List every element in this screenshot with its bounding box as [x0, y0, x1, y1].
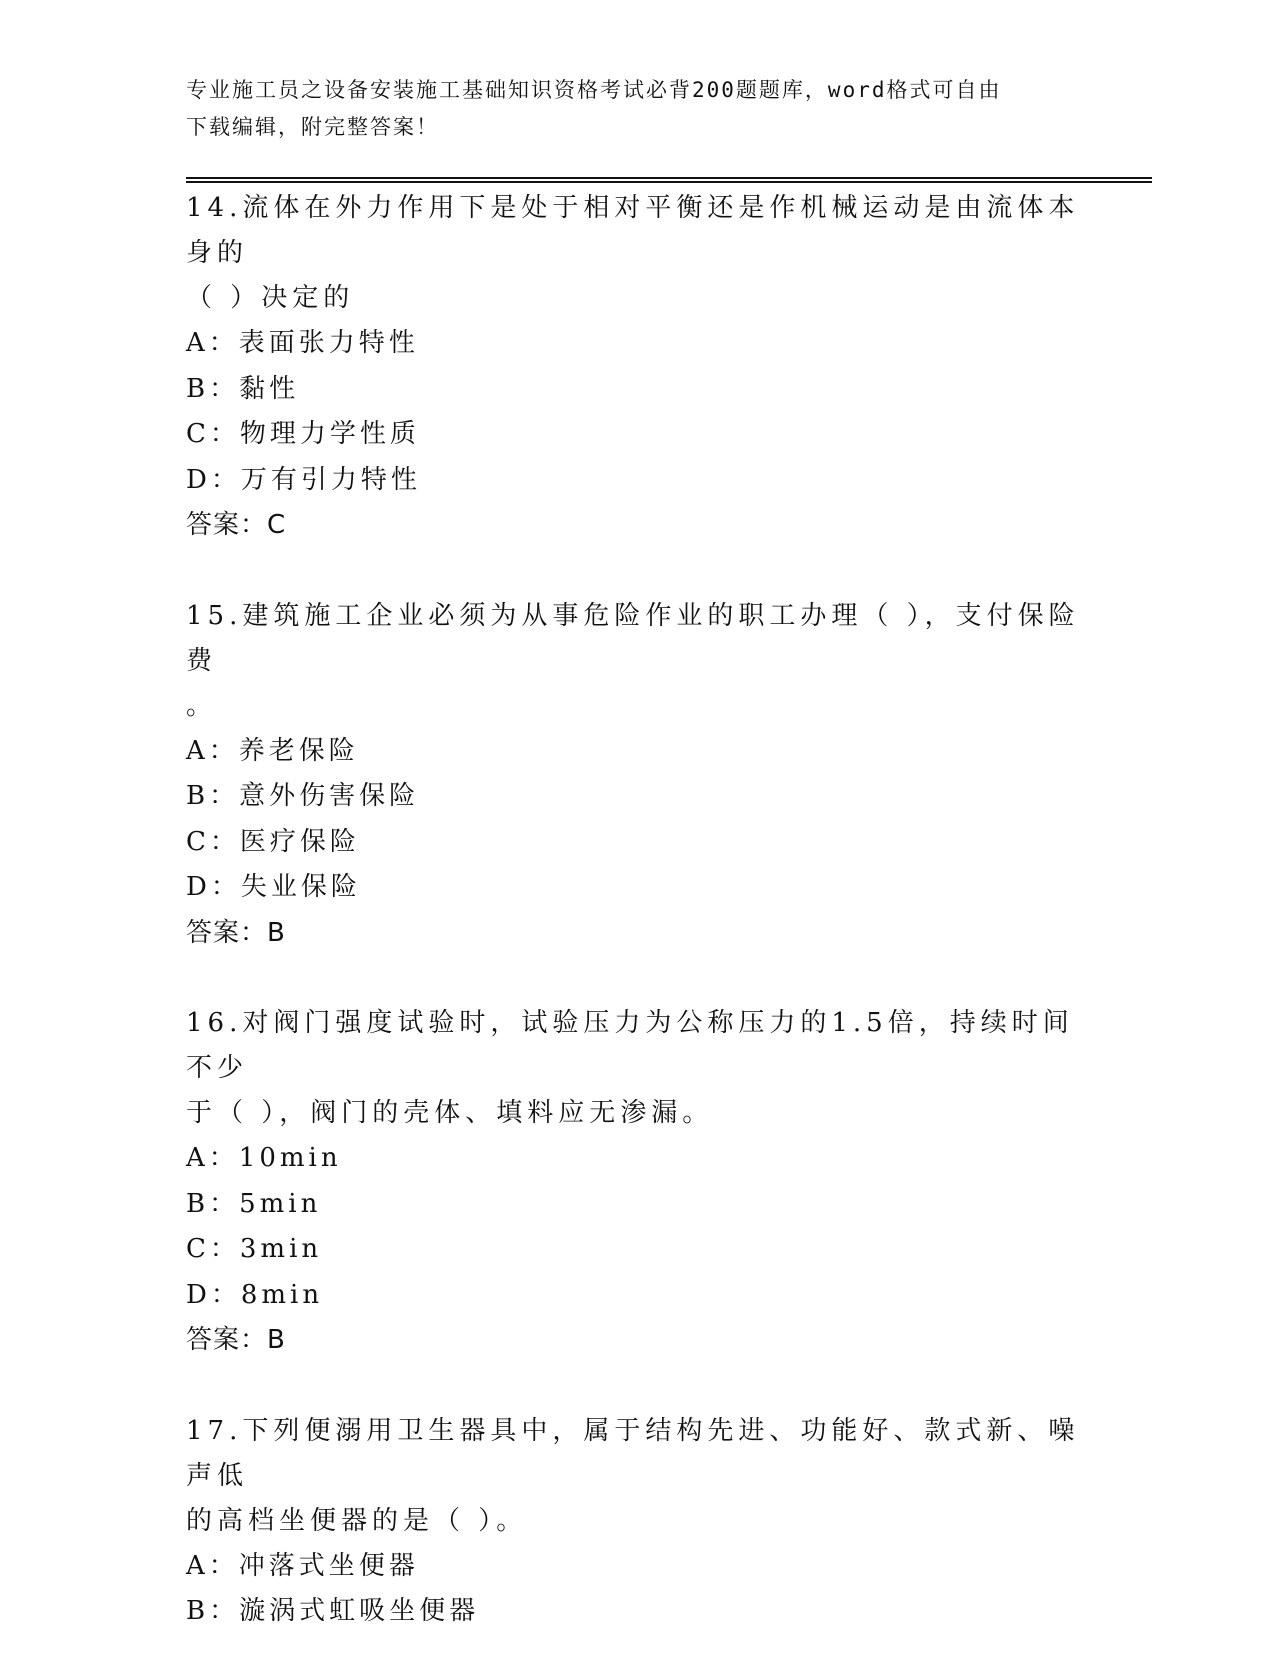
document-header	[186, 72, 1066, 146]
question-stem-line-2: 。	[186, 690, 218, 721]
header-divider-top	[186, 177, 1152, 179]
question-stem-line-1: 对阀门强度试验时，试验压力为公称压力的1.5倍，持续时间不少	[186, 1008, 1074, 1083]
option-a: A：10min	[186, 1143, 342, 1173]
question-number: 17.	[186, 1415, 243, 1446]
question-stem-line-2: 的高档坐便器的是（ ）。	[186, 1505, 528, 1536]
option-b: B：漩涡式虹吸坐便器	[186, 1596, 480, 1626]
option-d: D：失业保险	[186, 872, 361, 902]
option-a: A：冲落式坐便器	[186, 1550, 419, 1581]
question-number: 16.	[186, 1008, 243, 1038]
question-stem-line-2: 于（ ），阀门的壳体、填料应无渗漏。	[186, 1098, 714, 1128]
question-text	[186, 186, 1086, 321]
question-item	[186, 594, 1086, 957]
question-item	[186, 1409, 1086, 1635]
option-b: B：黏性	[186, 373, 300, 404]
question-text	[186, 1409, 1086, 1544]
option-b: B：意外伤害保险	[186, 781, 420, 811]
option-a: A：表面张力特性	[186, 328, 419, 358]
question-stem-line-1: 下列便溺用卫生器具中，属于结构先进、功能好、款式新、噪声低	[186, 1415, 1080, 1491]
question-stem-line-1: 流体在外力作用下是处于相对平衡还是作机械运动是由流体本身的	[186, 193, 1080, 268]
question-stem-line-1: 建筑施工企业必须为从事危险作业的职工办理（ ），支付保险费	[186, 600, 1080, 676]
header-line-1: 专业施工员之设备安装施工基础知识资格考试必背200题题库，word格式可自由	[186, 78, 1002, 102]
header-divider-bottom	[186, 181, 1152, 183]
question-stem-line-2: （ ）决定的	[186, 283, 355, 313]
question-item	[186, 1001, 1086, 1364]
option-d: D：万有引力特性	[186, 464, 421, 495]
option-c: C：医疗保险	[186, 826, 360, 857]
option-c: C：3min	[186, 1234, 323, 1264]
option-b: B：5min	[186, 1188, 322, 1219]
option-c: C：物理力学性质	[186, 419, 420, 449]
header-line-2: 下载编辑，附完整答案！	[186, 115, 439, 139]
question-item	[186, 186, 1086, 549]
question-text	[186, 1001, 1086, 1136]
answer: 答案：C	[186, 510, 287, 540]
question-number: 14.	[186, 193, 243, 223]
option-a: A：养老保险	[186, 735, 359, 766]
question-list	[186, 186, 1086, 1680]
option-d: D：8min	[186, 1279, 324, 1310]
question-number: 15.	[186, 600, 243, 631]
answer: 答案：B	[186, 917, 286, 948]
question-text	[186, 594, 1086, 729]
answer: 答案：B	[186, 1325, 286, 1355]
